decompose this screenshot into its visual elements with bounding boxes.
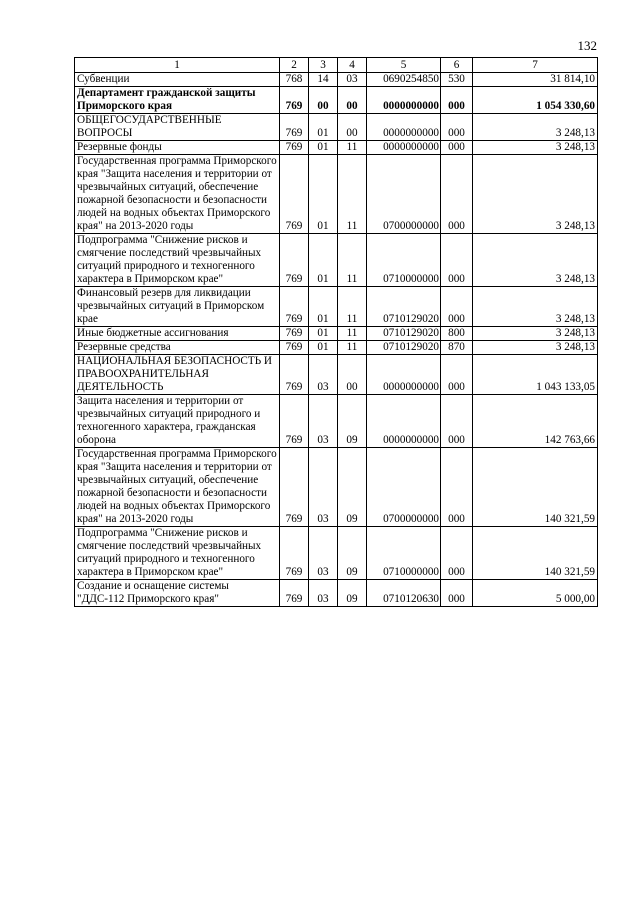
cell-c4: 11	[338, 341, 367, 355]
cell-c6: 870	[441, 341, 473, 355]
table-row	[75, 527, 598, 580]
cell-c3: 01	[309, 114, 338, 141]
cell-c4: 11	[338, 234, 367, 287]
cell-c5: 0000000000	[367, 114, 441, 141]
cell-c2: 769	[280, 287, 309, 327]
cell-c4: 09	[338, 580, 367, 607]
table-row	[75, 341, 598, 355]
cell-amount: 3 248,13	[473, 114, 598, 141]
cell-c4: 09	[338, 527, 367, 580]
cell-c5: 0700000000	[367, 155, 441, 234]
cell-c6: 000	[441, 141, 473, 155]
cell-c3: 01	[309, 327, 338, 341]
cell-c6: 530	[441, 73, 473, 87]
cell-amount: 3 248,13	[473, 327, 598, 341]
cell-c6: 000	[441, 87, 473, 114]
cell-c2: 769	[280, 395, 309, 448]
budget-table	[74, 57, 598, 607]
cell-c5: 0710000000	[367, 527, 441, 580]
cell-c5: 0710129020	[367, 341, 441, 355]
page-number: 132	[577, 38, 597, 53]
cell-c2: 769	[280, 527, 309, 580]
cell-amount: 5 000,00	[473, 580, 598, 607]
cell-c4: 11	[338, 155, 367, 234]
column-number-2: 2	[280, 58, 309, 73]
column-number-7: 7	[473, 58, 598, 73]
cell-c6: 800	[441, 327, 473, 341]
cell-name: Иные бюджетные ассигнования	[75, 327, 280, 341]
cell-c3: 01	[309, 155, 338, 234]
cell-c5: 0700000000	[367, 448, 441, 527]
cell-amount: 1 054 330,60	[473, 87, 598, 114]
cell-c5: 0000000000	[367, 395, 441, 448]
cell-c5: 0000000000	[367, 87, 441, 114]
table-row	[75, 580, 598, 607]
cell-c5: 0690254850	[367, 73, 441, 87]
cell-c6: 000	[441, 355, 473, 395]
cell-name: Подпрограмма "Снижение рисков и смягчение последствий чрезвычайных ситуаций природного и техногенного характера в Приморском крае"	[75, 527, 280, 580]
cell-c6: 000	[441, 155, 473, 234]
cell-c5: 0000000000	[367, 355, 441, 395]
cell-c6: 000	[441, 448, 473, 527]
cell-c6: 000	[441, 287, 473, 327]
column-number-6: 6	[441, 58, 473, 73]
table-header-row	[75, 58, 598, 73]
table-row	[75, 448, 598, 527]
cell-c4: 09	[338, 395, 367, 448]
cell-c2: 768	[280, 73, 309, 87]
cell-c3: 03	[309, 355, 338, 395]
cell-name: Создание и оснащение системы "ДДС-112 Приморского края"	[75, 580, 280, 607]
cell-c2: 769	[280, 327, 309, 341]
column-number-4: 4	[338, 58, 367, 73]
cell-c4: 11	[338, 327, 367, 341]
cell-c3: 14	[309, 73, 338, 87]
cell-name: НАЦИОНАЛЬНАЯ БЕЗОПАСНОСТЬ И ПРАВООХРАНИТЕЛЬНАЯ ДЕЯТЕЛЬНОСТЬ	[75, 355, 280, 395]
cell-c5: 0710000000	[367, 234, 441, 287]
cell-amount: 142 763,66	[473, 395, 598, 448]
cell-c6: 000	[441, 234, 473, 287]
cell-c4: 00	[338, 355, 367, 395]
table-body	[75, 73, 598, 607]
table-row	[75, 73, 598, 87]
cell-c4: 11	[338, 287, 367, 327]
cell-c6: 000	[441, 114, 473, 141]
cell-c2: 769	[280, 114, 309, 141]
cell-amount: 3 248,13	[473, 155, 598, 234]
cell-amount: 140 321,59	[473, 527, 598, 580]
cell-amount: 3 248,13	[473, 141, 598, 155]
cell-amount: 3 248,13	[473, 341, 598, 355]
cell-c3: 01	[309, 141, 338, 155]
cell-c5: 0000000000	[367, 141, 441, 155]
cell-name: Защита населения и территории от чрезвычайных ситуаций природного и техногенного характера, гражданская оборона	[75, 395, 280, 448]
cell-name: Государственная программа Приморского края "Защита населения и территории от чрезвычайных ситуаций, обеспечение пожарной безопасности и безопасности людей на водных объектах Приморского края" на 2013-2020 годы	[75, 448, 280, 527]
cell-c6: 000	[441, 580, 473, 607]
cell-name: Финансовый резерв для ликвидации чрезвычайных ситуаций в Приморском крае	[75, 287, 280, 327]
cell-name: Департамент гражданской защиты Приморского края	[75, 87, 280, 114]
table-row	[75, 234, 598, 287]
cell-c2: 769	[280, 355, 309, 395]
table-row	[75, 395, 598, 448]
cell-c3: 01	[309, 287, 338, 327]
column-number-1: 1	[75, 58, 280, 73]
table-row	[75, 287, 598, 327]
cell-c5: 0710129020	[367, 327, 441, 341]
cell-c2: 769	[280, 234, 309, 287]
cell-amount: 31 814,10	[473, 73, 598, 87]
cell-c5: 0710129020	[367, 287, 441, 327]
cell-c3: 03	[309, 527, 338, 580]
cell-c4: 00	[338, 87, 367, 114]
cell-c2: 769	[280, 141, 309, 155]
cell-c6: 000	[441, 395, 473, 448]
cell-c3: 01	[309, 234, 338, 287]
cell-amount: 1 043 133,05	[473, 355, 598, 395]
cell-c3: 03	[309, 395, 338, 448]
cell-amount: 3 248,13	[473, 287, 598, 327]
cell-c3: 01	[309, 341, 338, 355]
cell-amount: 3 248,13	[473, 234, 598, 287]
cell-name: ОБЩЕГОСУДАРСТВЕННЫЕ ВОПРОСЫ	[75, 114, 280, 141]
cell-c3: 03	[309, 448, 338, 527]
cell-c2: 769	[280, 155, 309, 234]
table-row	[75, 355, 598, 395]
table-row	[75, 327, 598, 341]
cell-c6: 000	[441, 527, 473, 580]
table-row	[75, 141, 598, 155]
cell-c2: 769	[280, 87, 309, 114]
cell-c4: 00	[338, 114, 367, 141]
cell-c5: 0710120630	[367, 580, 441, 607]
cell-amount: 140 321,59	[473, 448, 598, 527]
cell-name: Государственная программа Приморского края "Защита населения и территории от чрезвычайных ситуаций, обеспечение пожарной безопасности и безопасности людей на водных объектах Приморского края" на 2013-2020 годы	[75, 155, 280, 234]
cell-c4: 03	[338, 73, 367, 87]
cell-name: Резервные средства	[75, 341, 280, 355]
cell-c2: 769	[280, 341, 309, 355]
cell-name: Подпрограмма "Снижение рисков и смягчение последствий чрезвычайных ситуаций природного и техногенного характера в Приморском крае"	[75, 234, 280, 287]
column-number-3: 3	[309, 58, 338, 73]
table-row	[75, 114, 598, 141]
cell-c3: 00	[309, 87, 338, 114]
column-number-5: 5	[367, 58, 441, 73]
cell-name: Резервные фонды	[75, 141, 280, 155]
cell-c2: 769	[280, 448, 309, 527]
table-row	[75, 155, 598, 234]
cell-c4: 09	[338, 448, 367, 527]
cell-c2: 769	[280, 580, 309, 607]
table-row	[75, 87, 598, 114]
cell-c4: 11	[338, 141, 367, 155]
cell-name: Субвенции	[75, 73, 280, 87]
cell-c3: 03	[309, 580, 338, 607]
